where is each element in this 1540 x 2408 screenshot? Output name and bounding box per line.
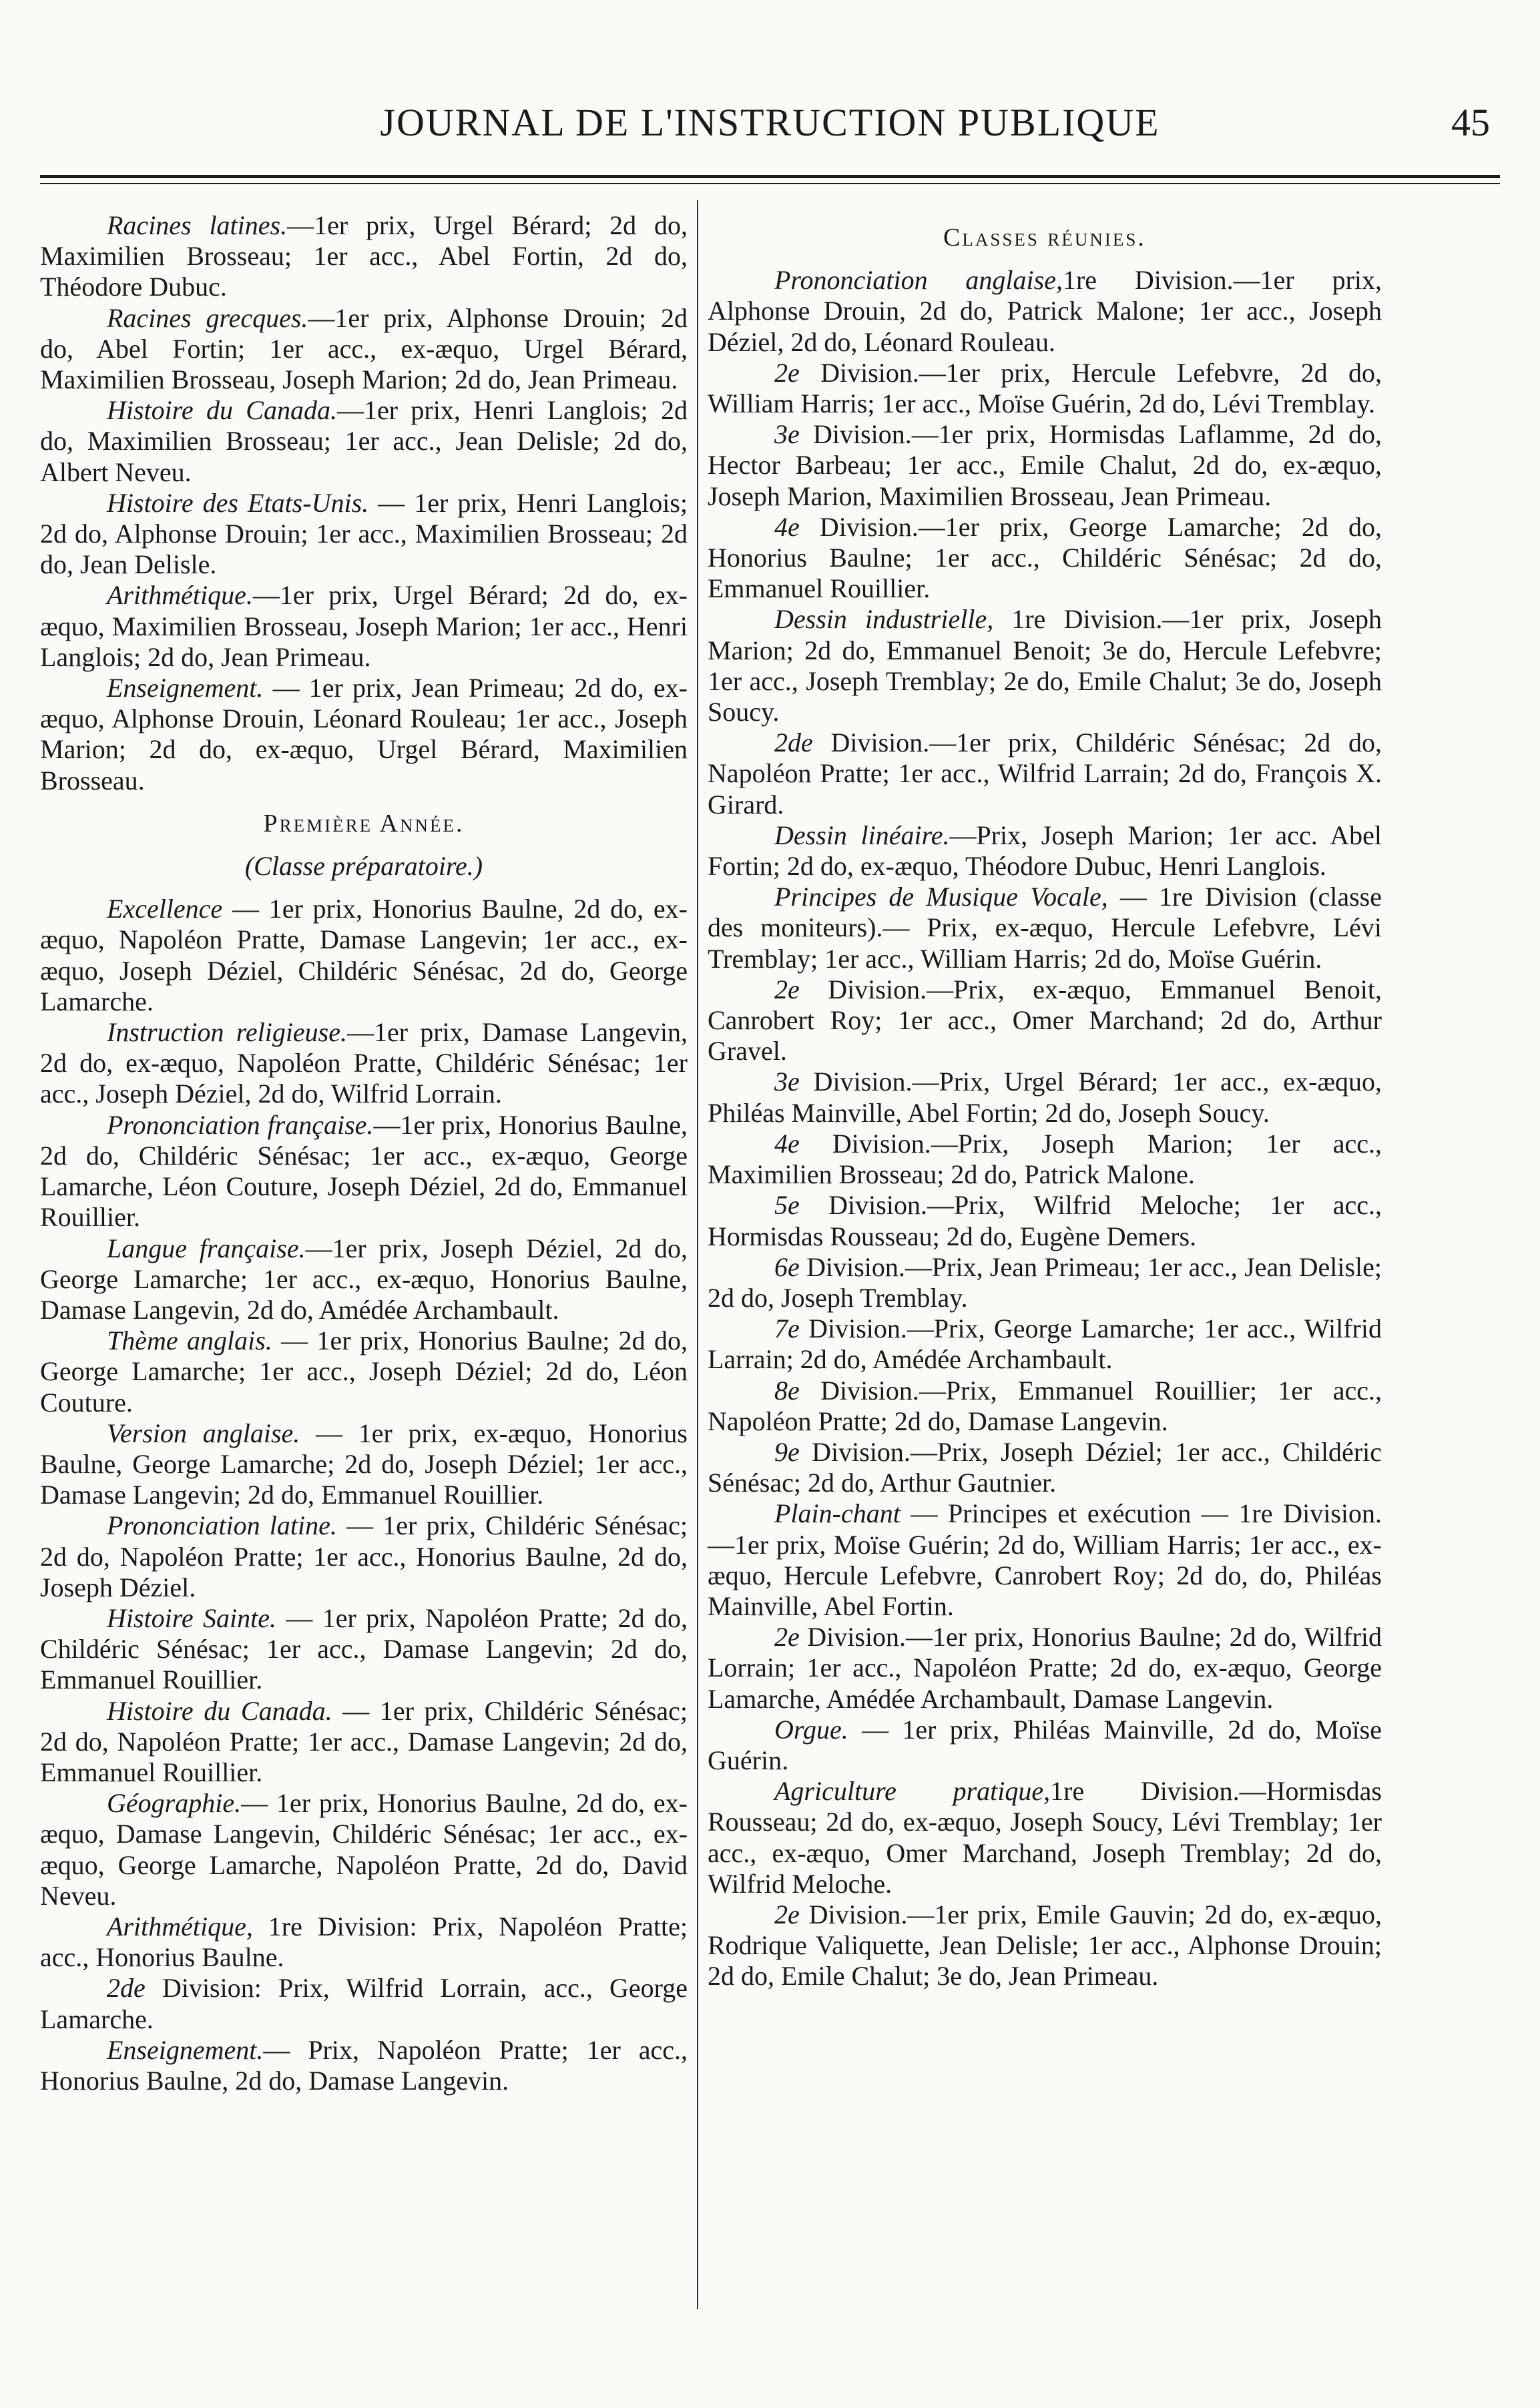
award-text: —1er prix, Urgel Bérard; 2d do, Maximilien Brosseau; 1er acc., Abel Fortin, 2d do, Théodore Dubuc. <box>40 210 688 302</box>
award-paragraph <box>708 1776 1382 1899</box>
subject-label: 2e <box>774 1622 800 1652</box>
subject-label: Prononciation latine. <box>107 1510 337 1541</box>
award-paragraph <box>708 1899 1382 1992</box>
subject-label: Version anglaise. <box>107 1418 300 1448</box>
award-text: Division.—Prix, ex-æquo, Emmanuel Benoit, Canrobert Roy; 1er acc., Omer Marchand; 2d do, Arthur Gravel. <box>708 974 1382 1067</box>
column-divider <box>697 200 698 2309</box>
award-paragraph <box>708 1252 1382 1313</box>
award-paragraph <box>40 1911 688 1973</box>
subject-label: 2de <box>107 1973 146 2004</box>
award-text: Division.—Prix, Urgel Bérard; 1er acc., ex-æquo, Philéas Mainville, Abel Fortin; 2d do, Joseph Soucy. <box>708 1067 1382 1128</box>
award-paragraph <box>40 1110 688 1233</box>
subject-label: 6e <box>774 1251 800 1282</box>
subject-label: Plain-chant <box>774 1498 901 1529</box>
award-paragraph <box>708 1437 1382 1498</box>
award-text: —Prix, Joseph Marion; 1er acc. Abel Fortin; 2d do, ex-æquo, Théodore Dubuc, Henri Langlois. <box>708 820 1382 882</box>
award-paragraph <box>40 1973 688 2034</box>
subject-label: Prononciation française. <box>107 1109 374 1140</box>
subject-label: Arithmétique. <box>107 580 253 611</box>
award-paragraph <box>40 1696 688 1789</box>
award-text: Division: Prix, Wilfrid Lorrain, acc., George Lamarche. <box>40 1973 688 2034</box>
subject-label: 3e <box>774 1067 800 1097</box>
award-paragraph <box>40 673 688 796</box>
award-paragraph <box>40 2035 688 2096</box>
header-rule-thin <box>40 183 1500 184</box>
award-text: — Principes et exécution — 1re Division.—1er prix, Moïse Guérin; 2d do, William Harris; 1er acc., ex-æquo, Hercule Lefebvre, Canrobert Roy; 2d do, do, Philéas Mainville, Abel Fortin. <box>708 1498 1382 1621</box>
award-paragraph <box>40 894 688 1017</box>
award-text: — 1er prix, Honorius Baulne; 2d do, George Lamarche; 1er acc., Joseph Déziel; 2d do, Léon Couture. <box>40 1325 688 1418</box>
award-text: —1er prix, Honorius Baulne, 2d do, Childéric Sénésac; 1er acc., ex-æquo, George Lamarche, Léon Couture, Joseph Déziel, 2d do, Emmanuel Rouillier. <box>40 1109 688 1233</box>
award-text: —1er prix, Joseph Déziel, 2d do, George Lamarche; 1er acc., ex-æquo, Honorius Baulne, Damase Langevin, 2d do, Amédée Archambault. <box>40 1233 688 1325</box>
page-number: 45 <box>1451 101 1490 144</box>
award-paragraph <box>708 1190 1382 1251</box>
award-paragraph <box>708 1313 1382 1375</box>
subject-label: Dessin industrielle, <box>774 604 994 635</box>
subject-label: Histoire Sainte. <box>107 1602 276 1633</box>
subject-label: Enseignement. <box>107 2034 264 2065</box>
award-paragraph <box>40 395 688 488</box>
section-subheading: (Classe préparatoire.) <box>244 851 483 882</box>
award-text: — 1re Division (classe des moniteurs).— Prix, ex-æquo, Hercule Lefebvre, Lévi Tremblay; 1er acc., William Harris; 2d do, Moïse Guérin. <box>708 882 1382 974</box>
subject-label: 5e <box>774 1190 800 1221</box>
subject-label: 7e <box>774 1313 800 1344</box>
award-text: — 1er prix, Honorius Baulne, 2d do, ex-æquo, Napoléon Pratte, Damase Langevin; 1er acc., ex-æquo, Joseph Déziel, Childéric Sénésac, 2d do, George Lamarche. <box>40 894 688 1016</box>
section-heading: Classes réunies. <box>943 224 1146 252</box>
award-paragraph <box>40 1603 688 1696</box>
subject-label: 8e <box>774 1375 800 1406</box>
subject-label: Histoire du Canada. <box>107 1695 332 1726</box>
award-text: Division.—1er prix, Emile Gauvin; 2d do, ex-æquo, Rodrique Valiquette, Jean Delisle; 1er acc., Alphonse Drouin; 2d do, Emile Chalut; 3e do, Jean Primeau. <box>708 1899 1382 1992</box>
award-paragraph <box>40 1233 688 1326</box>
award-text: Division.—Prix, Wilfrid Meloche; 1er acc., Hormisdas Rousseau; 2d do, Eugène Demers. <box>708 1190 1382 1251</box>
award-text: — 1er prix, Philéas Mainville, 2d do, Moïse Guérin. <box>708 1714 1382 1775</box>
award-paragraph <box>40 580 688 673</box>
award-paragraph <box>40 210 688 303</box>
award-text: — 1er prix, Childéric Sénésac; 2d do, Napoléon Pratte; 1er acc., Honorius Baulne, 2d do, Joseph Déziel. <box>40 1510 688 1602</box>
award-text: Division.—Prix, Jean Primeau; 1er acc., Jean Delisle; 2d do, Joseph Tremblay. <box>708 1251 1382 1313</box>
award-text: Division.—1er prix, Hormisdas Laflamme, 2d do, Hector Barbeau; 1er acc., Emile Chalut, 2d do, ex-æquo, Joseph Marion, Maximilien Brosseau, Jean Primeau. <box>708 419 1382 511</box>
left-column <box>40 210 688 2096</box>
award-paragraph <box>708 1067 1382 1128</box>
award-text: Division.—Prix, George Lamarche; 1er acc., Wilfrid Larrain; 2d do, Amédée Archambault. <box>708 1313 1382 1375</box>
header-rule-thick <box>40 175 1500 178</box>
subject-label: Arithmétique, <box>107 1911 253 1941</box>
award-text: Division.—1er prix, George Lamarche; 2d do, Honorius Baulne; 1er acc., Childéric Sénésac; 2d do, Emmanuel Rouillier. <box>708 511 1382 604</box>
subject-label: Racines latines. <box>107 210 288 240</box>
subject-label: 4e <box>774 1128 800 1159</box>
subject-label: Langue française. <box>107 1233 306 1263</box>
award-text: — 1er prix, Honorius Baulne, 2d do, ex-æquo, Damase Langevin, Childéric Sénésac; 1er acc., ex-æquo, George Lamarche, Napoléon Pratte, 2d do, David Neveu. <box>40 1788 688 1911</box>
subject-label: Principes de Musique Vocale, <box>774 882 1108 912</box>
award-paragraph <box>708 512 1382 605</box>
award-text: 1re Division: Prix, Napoléon Pratte; acc., Honorius Baulne. <box>40 1911 688 1973</box>
right-column <box>708 210 1382 1992</box>
award-text: —1er prix, Damase Langevin, 2d do, ex-æquo, Napoléon Pratte, Childéric Sénésac; 1er acc., Joseph Déziel, 2d do, Wilfrid Lorrain. <box>40 1017 688 1109</box>
award-paragraph <box>708 604 1382 727</box>
award-paragraph <box>708 820 1382 882</box>
award-paragraph <box>708 1129 1382 1190</box>
award-paragraph <box>708 974 1382 1067</box>
subject-label: 2e <box>774 357 800 388</box>
subject-label: Enseignement. <box>107 673 264 703</box>
page-header <box>40 100 1500 154</box>
subject-label: Instruction religieuse. <box>107 1017 347 1048</box>
award-text: 1re Division.—Hormisdas Rousseau; 2d do, ex-æquo, Joseph Soucy, Lévi Tremblay; 1er acc., ex-æquo, Omer Marchand, Joseph Tremblay; 2d do, Wilfrid Meloche. <box>708 1776 1382 1899</box>
subject-label: 9e <box>774 1436 800 1467</box>
award-text: —1er prix, Henri Langlois; 2d do, Maximilien Brosseau; 1er acc., Jean Delisle; 2d do, Albert Neveu. <box>40 395 688 487</box>
award-text: — 1er prix, Napoléon Pratte; 2d do, Childéric Sénésac; 1er acc., Damase Langevin; 2d do, Emmanuel Rouillier. <box>40 1602 688 1695</box>
subject-label: 3e <box>774 419 800 450</box>
award-text: — 1er prix, Henri Langlois; 2d do, Alphonse Drouin; 1er acc., Maximilien Brosseau; 2d do, Jean Delisle. <box>40 487 688 580</box>
subject-label: 4e <box>774 511 800 542</box>
award-text: 1re Division.—1er prix, Joseph Marion; 2d do, Emmanuel Benoit; 3e do, Hercule Lefebvre; 1er acc., Joseph Tremblay; 2e do, Emile Chalut; 3e do, Joseph Soucy. <box>708 604 1382 727</box>
award-text: — 1er prix, Childéric Sénésac; 2d do, Napoléon Pratte; 1er acc., Damase Langevin; 2d do, Emmanuel Rouillier. <box>40 1695 688 1787</box>
award-text: — 1er prix, Jean Primeau; 2d do, ex-æquo, Alphonse Drouin, Léonard Rouleau; 1er acc., Joseph Marion; 2d do, ex-æquo, Urgel Bérard, Maximilien Brosseau. <box>40 673 688 796</box>
award-text: Division.—Prix, Emmanuel Rouillier; 1er acc., Napoléon Pratte; 2d do, Damase Langevin. <box>708 1375 1382 1436</box>
award-text: —1er prix, Alphonse Drouin; 2d do, Abel Fortin; 1er acc., ex-æquo, Urgel Bérard, Maximilien Brosseau, Joseph Marion; 2d do, Jean Primeau. <box>40 302 688 395</box>
award-text: —1er prix, Urgel Bérard; 2d do, ex-æquo, Maximilien Brosseau, Joseph Marion; 1er acc., Henri Langlois; 2d do, Jean Primeau. <box>40 580 688 672</box>
award-text: Division.—Prix, Joseph Marion; 1er acc., Maximilien Brosseau; 2d do, Patrick Malone. <box>708 1128 1382 1190</box>
award-paragraph <box>40 303 688 396</box>
award-paragraph <box>708 358 1382 419</box>
subject-label: 2de <box>774 727 813 758</box>
subject-label: Géographie. <box>107 1788 242 1819</box>
subject-label: Histoire des Etats-Unis. <box>107 487 369 518</box>
subject-label: Racines grecques. <box>107 302 308 333</box>
subject-label: Dessin linéaire. <box>774 820 950 850</box>
subject-label: Histoire du Canada. <box>107 395 337 426</box>
award-text: Division.—1er prix, Hercule Lefebvre, 2d do, William Harris; 1er acc., Moïse Guérin, 2d do, Lévi Tremblay. <box>708 357 1382 419</box>
award-text: Division.—1er prix, Honorius Baulne; 2d do, Wilfrid Lorrain; 1er acc., Napoléon Pratte; 2d do, ex-æquo, George Lamarche, Amédée Archambault, Damase Langevin. <box>708 1622 1382 1714</box>
subject-label: 2e <box>774 1899 800 1929</box>
award-paragraph <box>708 1498 1382 1622</box>
award-paragraph <box>40 1017 688 1110</box>
award-paragraph <box>40 488 688 581</box>
subject-label: Prononciation anglaise, <box>774 265 1063 296</box>
award-text: Division.—1er prix, Childéric Sénésac; 2d do, Napoléon Pratte; 1er acc., Wilfrid Larrain; 2d do, François X. Girard. <box>708 727 1382 820</box>
award-paragraph <box>708 882 1382 974</box>
running-title: JOURNAL DE L'INSTRUCTION PUBLIQUE <box>380 101 1160 144</box>
subject-label: Agriculture pratique, <box>774 1776 1051 1807</box>
subject-label: Thème anglais. <box>107 1325 272 1356</box>
award-text: Division.—Prix, Joseph Déziel; 1er acc., Childéric Sénésac; 2d do, Arthur Gautnier. <box>708 1436 1382 1498</box>
award-paragraph <box>40 1788 688 1911</box>
subject-label: Orgue. <box>774 1714 848 1745</box>
award-paragraph <box>708 265 1382 358</box>
section-heading: Première Année. <box>263 809 465 838</box>
award-paragraph <box>40 1510 688 1603</box>
award-text: — 1er prix, ex-æquo, Honorius Baulne, George Lamarche; 2d do, Joseph Déziel; 1er acc., Damase Langevin; 2d do, Emmanuel Rouillier. <box>40 1418 688 1510</box>
award-paragraph <box>708 419 1382 512</box>
award-paragraph <box>708 1715 1382 1776</box>
award-paragraph <box>40 1325 688 1418</box>
award-paragraph <box>708 1376 1382 1437</box>
award-paragraph <box>40 1418 688 1511</box>
subject-label: Excellence <box>107 894 223 924</box>
subject-label: 2e <box>774 974 800 1004</box>
award-text: 1re Division.—1er prix, Alphonse Drouin, 2d do, Patrick Malone; 1er acc., Joseph Déziel, 2d do, Léonard Rouleau. <box>708 265 1382 357</box>
award-text: — Prix, Napoléon Pratte; 1er acc., Honorius Baulne, 2d do, Damase Langevin. <box>40 2034 688 2096</box>
award-paragraph <box>708 1622 1382 1715</box>
award-paragraph <box>708 727 1382 820</box>
